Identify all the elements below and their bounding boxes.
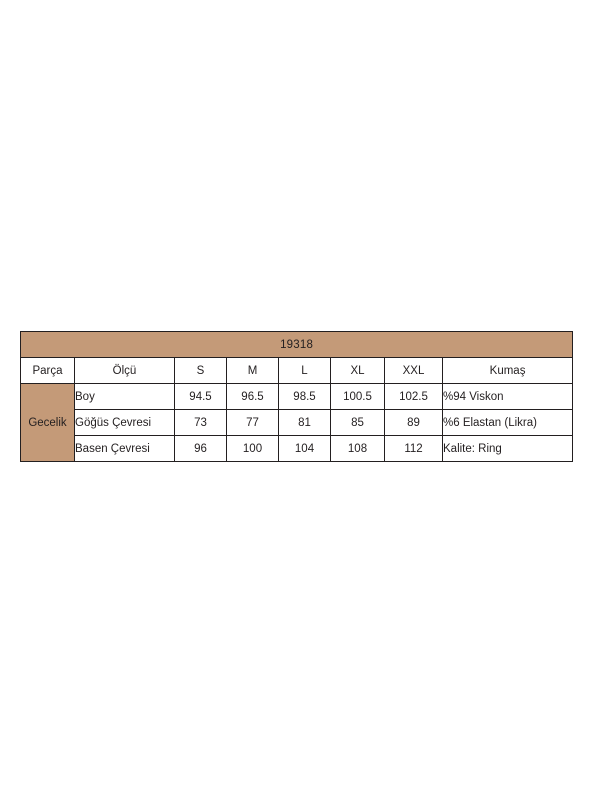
- table-title-row: [21, 332, 573, 358]
- category-label: Gecelik: [21, 384, 75, 462]
- value-xxl: 102.5: [385, 384, 443, 410]
- fabric-line: Kalite: Ring: [443, 436, 573, 462]
- header-size-xl: XL: [331, 358, 385, 384]
- header-part: Parça: [21, 358, 75, 384]
- table-row: [21, 436, 573, 462]
- size-chart-table: [20, 331, 573, 462]
- table-row: [21, 410, 573, 436]
- header-size-m: M: [227, 358, 279, 384]
- value-l: 81: [279, 410, 331, 436]
- value-xxl: 112: [385, 436, 443, 462]
- table-row: [21, 384, 573, 410]
- value-m: 96.5: [227, 384, 279, 410]
- size-chart-container: [20, 331, 572, 462]
- product-code: 19318: [21, 332, 573, 358]
- header-size-l: L: [279, 358, 331, 384]
- value-xl: 108: [331, 436, 385, 462]
- measure-label: Boy: [75, 384, 175, 410]
- header-size-s: S: [175, 358, 227, 384]
- value-l: 104: [279, 436, 331, 462]
- value-s: 73: [175, 410, 227, 436]
- measure-label: Basen Çevresi: [75, 436, 175, 462]
- header-size-xxl: XXL: [385, 358, 443, 384]
- value-xl: 85: [331, 410, 385, 436]
- value-m: 77: [227, 410, 279, 436]
- value-xl: 100.5: [331, 384, 385, 410]
- value-m: 100: [227, 436, 279, 462]
- fabric-line: %6 Elastan (Likra): [443, 410, 573, 436]
- header-measure: Ölçü: [75, 358, 175, 384]
- value-l: 98.5: [279, 384, 331, 410]
- value-s: 96: [175, 436, 227, 462]
- header-fabric: Kumaş: [443, 358, 573, 384]
- fabric-line: %94 Viskon: [443, 384, 573, 410]
- value-xxl: 89: [385, 410, 443, 436]
- table-header-row: [21, 358, 573, 384]
- measure-label: Göğüs Çevresi: [75, 410, 175, 436]
- value-s: 94.5: [175, 384, 227, 410]
